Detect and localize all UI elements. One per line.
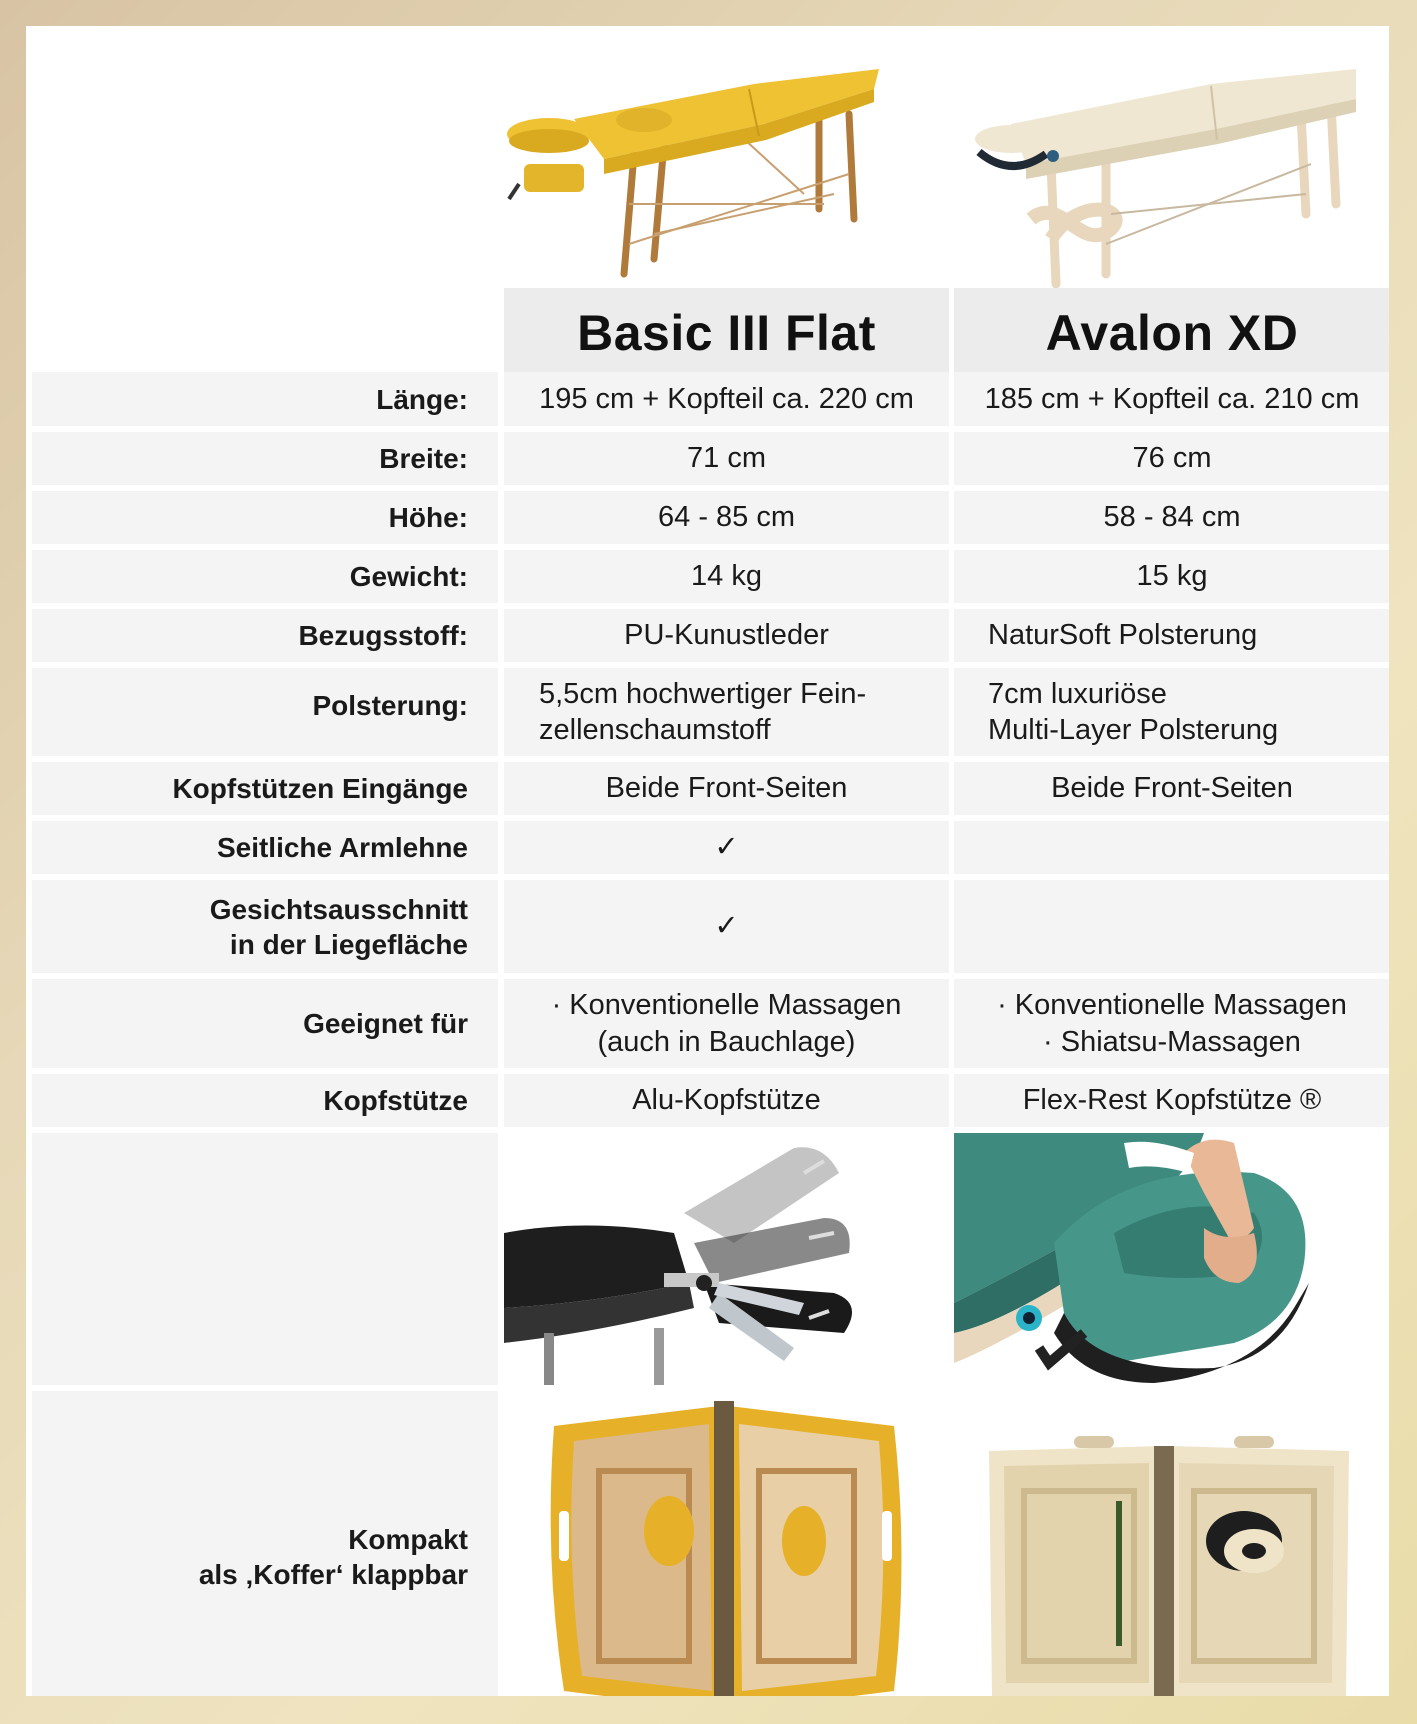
value-line: Multi-Layer Polsterung — [988, 714, 1279, 746]
value-avalon: Beide Front-Seiten — [954, 762, 1389, 815]
value-basic: 195 cm + Kopfteil ca. 220 cm — [504, 372, 949, 426]
teal-flex-rest-headrest-image — [954, 1133, 1389, 1385]
checkmark-icon: ✓ — [504, 821, 949, 874]
value-line: · Shiatsu-Massagen — [1043, 1025, 1301, 1058]
value-line: (auch in Bauchlage) — [597, 1025, 856, 1058]
black-aluminium-headrest-image — [504, 1133, 949, 1385]
value-avalon — [954, 979, 1389, 1068]
comparison-sheet — [26, 26, 1389, 1696]
table-row-kopfstuetzen-eingaenge — [32, 762, 1389, 815]
checkmark-icon: ✓ — [504, 880, 949, 973]
product-header-avalon-xd — [954, 288, 1389, 378]
empty-label-cell — [32, 1133, 498, 1385]
value-basic: 14 kg — [504, 550, 949, 603]
table-row-bezugsstoff — [32, 609, 1389, 662]
product-name: Avalon XD — [1045, 305, 1299, 361]
value-line: 5,5cm hochwertiger Fein- — [539, 677, 867, 710]
label-line: in der Liegefläche — [229, 928, 468, 960]
value-line: · Konventionelle Massagen — [551, 989, 902, 1022]
label-line: Gesichtsausschnitt — [209, 893, 468, 925]
value-line: 7cm luxuriöse — [988, 677, 1167, 710]
row-label: Gewicht: — [32, 550, 498, 603]
value-basic: Alu-Kopfstütze — [504, 1074, 949, 1127]
value-avalon: 58 - 84 cm — [954, 491, 1389, 544]
value-basic — [504, 668, 949, 756]
row-label: Seitliche Armlehne — [32, 821, 498, 874]
row-label — [32, 880, 498, 973]
row-label: Kopfstütze — [32, 1074, 498, 1127]
table-row-breite — [32, 432, 1389, 485]
value-avalon: 185 cm + Kopfteil ca. 210 cm — [954, 372, 1389, 426]
headrest-image-row — [32, 1133, 1389, 1385]
table-row-hoehe — [32, 491, 1389, 544]
cream-folded-table-case-image — [954, 1391, 1389, 1696]
row-label: Bezugsstoff: — [32, 609, 498, 662]
value-basic: 64 - 85 cm — [504, 491, 949, 544]
value-basic: 71 cm — [504, 432, 949, 485]
table-row-kompakt — [32, 1391, 1389, 1696]
value-avalon: NaturSoft Polsterung — [954, 609, 1389, 662]
table-row-gewicht — [32, 550, 1389, 603]
product-header-basic-iii-flat — [504, 288, 949, 378]
value-avalon — [954, 821, 1389, 874]
value-avalon: Flex-Rest Kopfstütze ® — [954, 1074, 1389, 1127]
yellow-folded-table-case-image — [504, 1391, 949, 1696]
label-line: Kompakt — [348, 1523, 468, 1555]
row-label: Geeignet für — [32, 979, 498, 1068]
yellow-massage-table-image — [504, 44, 924, 299]
value-line: zellenschaumstoff — [539, 714, 771, 746]
table-row-seitliche-armlehne — [32, 821, 1389, 874]
value-avalon: 15 kg — [954, 550, 1389, 603]
label-line: als ‚Koffer‘ klappbar — [198, 1558, 468, 1590]
value-avalon: 76 cm — [954, 432, 1389, 485]
row-label — [32, 1391, 498, 1696]
value-basic — [504, 979, 949, 1068]
value-basic: Beide Front-Seiten — [504, 762, 949, 815]
value-avalon — [954, 668, 1389, 756]
row-label: Breite: — [32, 432, 498, 485]
value-line: · Konventionelle Massagen — [997, 989, 1347, 1022]
row-label: Höhe: — [32, 491, 498, 544]
product-name: Basic III Flat — [577, 305, 876, 361]
value-basic: PU-Kunustleder — [504, 609, 949, 662]
table-row-laenge — [32, 372, 1389, 426]
value-avalon — [954, 880, 1389, 973]
table-row-polsterung — [32, 668, 1389, 756]
table-row-kopfstuetze — [32, 1074, 1389, 1127]
row-label: Kopfstützen Eingänge — [32, 762, 498, 815]
table-row-geeignet-fuer — [32, 979, 1389, 1068]
row-label: Polsterung: — [32, 668, 498, 756]
table-row-gesichtsausschnitt — [32, 880, 1389, 973]
cream-massage-table-image — [971, 44, 1389, 299]
row-label: Länge: — [32, 372, 498, 426]
